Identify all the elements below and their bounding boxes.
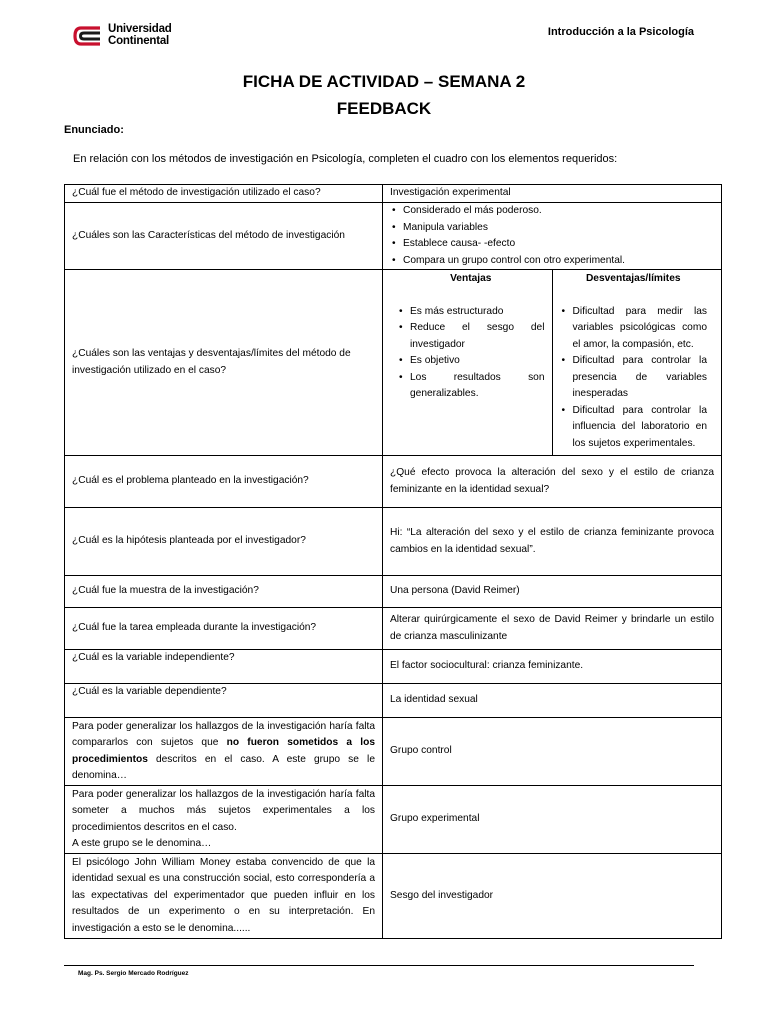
intro-text: En relación con los métodos de investigación en Psicología, completen el cuadro con los elementos requeridos: — [73, 153, 618, 165]
list-item: • Es más estructurado — [397, 304, 545, 321]
desventajas-header: Desventajas/límites — [585, 273, 681, 284]
question-cell: Para poder generalizar los hallazgos de la investigación haría falta compararlos con sujetos que no fueron sometidos a los procedimientos descritos en el caso. A este grupo se le denomina… — [65, 718, 383, 786]
table-row — [65, 854, 722, 939]
question-cell: ¿Cuál es el problema planteado en la investigación? — [65, 456, 383, 508]
footer-author: Mag. Ps. Sergio Mercado Rodríguez — [78, 970, 189, 977]
question-cell: Para poder generalizar los hallazgos de la investigación haría falta someter a muchos más sujetos experimentales a los procedimientos descritos en el caso. A este grupo se le denomina… — [65, 786, 383, 854]
answer-cell: Alterar quirúrgicamente el sexo de David Reimer y brindarle un estilo de crianza masculinizante — [383, 608, 722, 650]
characteristics-list — [390, 203, 714, 269]
list-item: • Dificultad para controlar la influencia del laboratorio en los sujetos experimentales. — [560, 403, 708, 453]
answer-cell: El factor sociocultural: crianza feminizante. — [383, 650, 722, 684]
question-cell: ¿Cuál fue el método de investigación utilizado el caso? — [65, 185, 383, 203]
list-item: • Considerado el más poderoso. — [390, 203, 714, 220]
list-item: • Los resultados son generalizables. — [397, 370, 545, 403]
ventajas-column — [390, 270, 552, 455]
answer-cell: Una persona (David Reimer) — [383, 576, 722, 608]
answer-cell: Hi: “La alteración del sexo y el estilo de crianza feminizante provoca cambios en la identidad sexual”. — [383, 508, 722, 576]
answer-cell: Grupo control — [383, 718, 722, 786]
desventajas-list — [560, 304, 708, 453]
table-row — [65, 270, 722, 456]
question-cell: El psicólogo John William Money estaba convencido de que la identidad sexual es una construcción social, esto correspondería a las expectativas del experimentador que pueden influir en los resultados de un experimento o en su interpretación. En investigación a esto se le denomina...... — [65, 854, 383, 939]
page-title: FICHA DE ACTIVIDAD – SEMANA 2 — [242, 72, 526, 91]
table-row — [65, 203, 722, 270]
list-item: • Establece causa- -efecto — [390, 236, 714, 253]
answer-cell: La identidad sexual — [383, 684, 722, 718]
list-item: • Es objetivo — [397, 353, 545, 370]
question-cell: ¿Cuáles son las Características del método de investigación — [65, 203, 383, 270]
course-name: Introducción a la Psicología — [547, 26, 694, 38]
activity-table — [64, 184, 722, 939]
table-row — [65, 456, 722, 508]
list-item: • Manipula variables — [390, 220, 714, 237]
table-row — [65, 650, 722, 684]
table-row — [65, 508, 722, 576]
ventajas-list — [397, 304, 545, 403]
question-cell: ¿Cuál es la variable dependiente? — [65, 684, 383, 718]
list-item: • Compara un grupo control con otro experimental. — [390, 253, 714, 270]
table-row — [65, 576, 722, 608]
ventajas-header: Ventajas — [450, 273, 492, 284]
question-cell: ¿Cuáles son las ventajas y desventajas/límites del método de investigación utilizado en el caso? — [65, 270, 383, 456]
list-item: • Dificultad para medir las variables psicológicas como el amor, la compasión, etc. — [560, 304, 708, 354]
question-cell: ¿Cuál es la hipótesis planteada por el investigador? — [65, 508, 383, 576]
list-item: • Reduce el sesgo del investigador — [397, 320, 545, 353]
table-row — [65, 786, 722, 854]
logo-wordmark: Universidad Continental — [108, 23, 172, 47]
table-row — [65, 684, 722, 718]
desventajas-column — [552, 270, 715, 455]
page-subtitle: FEEDBACK — [336, 99, 432, 118]
list-item: • Dificultad para controlar la presencia de variables inesperadas — [560, 353, 708, 403]
answer-cell: Investigación experimental — [383, 185, 722, 203]
table-row — [65, 185, 722, 203]
enunciado-label: Enunciado: — [64, 124, 124, 136]
answer-cell — [383, 203, 722, 270]
footer-divider — [64, 965, 694, 966]
answer-cell: ¿Qué efecto provoca la alteración del sexo y el estilo de crianza feminizante en la identidad sexual? — [383, 456, 722, 508]
continental-logo-icon — [72, 24, 104, 48]
answer-cell: Sesgo del investigador — [383, 854, 722, 939]
table-row — [65, 718, 722, 786]
question-cell: ¿Cuál fue la tarea empleada durante la investigación? — [65, 608, 383, 650]
table-row — [65, 608, 722, 650]
question-cell: ¿Cuál fue la muestra de la investigación? — [65, 576, 383, 608]
answer-cell — [383, 270, 722, 456]
question-cell: ¿Cuál es la variable independiente? — [65, 650, 383, 684]
university-logo — [72, 24, 192, 50]
answer-cell: Grupo experimental — [383, 786, 722, 854]
